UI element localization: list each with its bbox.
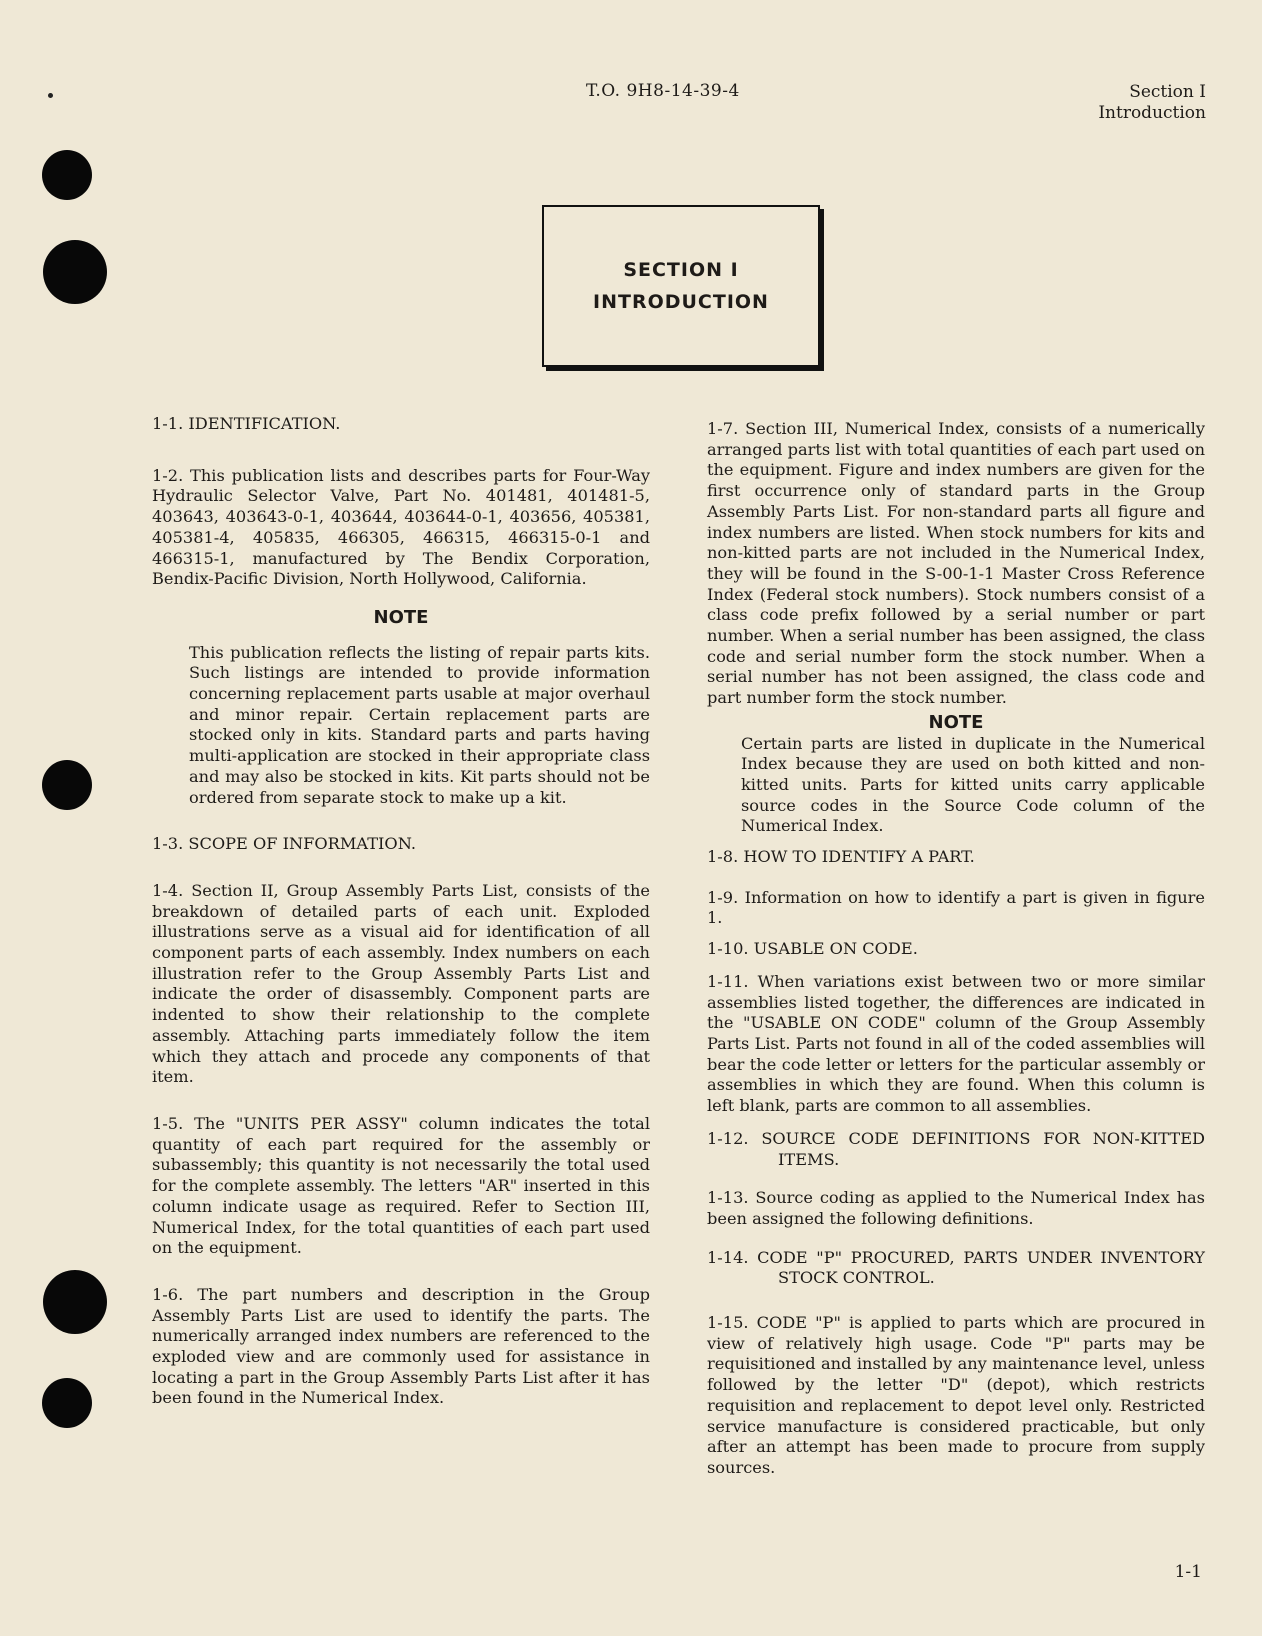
para-1-10: 1-10. USABLE ON CODE. (707, 939, 918, 959)
binder-hole (43, 240, 107, 304)
para-1-2: 1-2. This publication lists and describes parts for Four-Way Hydraulic Selector Valve, Part No. 401481, 401481-5, 403643, 403643-0-1, 403644, 403644-0-1, 403656, 405381, 405381-4, 405835, 466305, 466315, 466315-0-1 and 466315-1, manufactured by The Bendix Corporation, Bendix-Pacific Division, North Hollywood, California. (152, 465, 650, 589)
binder-hole (42, 150, 92, 200)
binder-hole (42, 760, 92, 810)
para-1-5: 1-5. The "UNITS PER ASSY" column indicates the total quantity of each part required for the assembly or subassembly; this quantity is not necessarily the total used for the complete assembly. The letters "AR" inserted in this column indicate usage as required. Refer to Section III, Numerical Index, for the total quantities of each part used on the equipment. (152, 1113, 650, 1258)
note-text: This publication reflects the listing of repair parts kits. Such listings are intended to provide information concerning replacement parts usable at major overhaul and minor repair. Certain replacement parts are stocked only in kits. Standard parts and parts having multi-application are stocked in their appropriate class and may also be stocked in kits. Kit parts should not be ordered from separate stock to make up a kit. (189, 642, 650, 807)
para-1-9: 1-9. Information on how to identify a part is given in figure 1. (707, 887, 1205, 928)
para-1-3: 1-3. SCOPE OF INFORMATION. (152, 834, 416, 854)
para-1-8: 1-8. HOW TO IDENTIFY A PART. (707, 847, 975, 867)
para-1-14: 1-14. CODE "P" PROCURED, PARTS UNDER INVENTORY STOCK CONTROL. (707, 1247, 1205, 1288)
note-title-right: NOTE (928, 711, 984, 733)
page-number: 1-1 (1174, 1562, 1202, 1582)
para-1-6: 1-6. The part numbers and description in the Group Assembly Parts List are used to identify the parts. The numerically arranged index numbers are referenced to the exploded view and are commonly used for assistance in locating a part in the Group Assembly Parts List after it has been found in the Numerical Index. (152, 1284, 650, 1408)
binder-hole (43, 1270, 107, 1334)
left-column (152, 414, 650, 1409)
para-1-7: 1-7. Section III, Numerical Index, consists of a numerically arranged parts list with total quantities of each part used on the equipment. Figure and index numbers are given for the first occurrence only of standard parts in the Group Assembly Parts List. For non-standard parts all figure and index numbers are listed. When stock numbers for kits and non-kitted parts are not included in the Numerical Index, they will be found in the S-00-1-1 Master Cross Reference Index (Federal stock numbers). Stock numbers consist of a class code prefix followed by a serial number or part number. When a serial number has been assigned, the class code and serial number form the stock number. When a serial number has not been assigned, the class code and part number form the stock number. (707, 419, 1205, 708)
section-header (1098, 82, 1206, 124)
para-1-12: 1-12. SOURCE CODE DEFINITIONS FOR NON-KITTED ITEMS. (707, 1128, 1205, 1169)
title-line-1: SECTION I (623, 259, 739, 281)
right-column (707, 419, 1205, 1479)
note-title: NOTE (373, 606, 429, 628)
to-number: T.O. 9H8-14-39-4 (586, 81, 740, 101)
binder-hole (42, 1378, 92, 1428)
para-1-15: 1-15. CODE "P" is applied to parts which are procured in view of relatively high usage. Code "P" parts may be requisitioned and installed by any maintenance level, unless followed by the letter "D" (depot), which restricts requisition and replacement to depot level only. Restricted service manufacture is considered practicable, but only after an attempt has been made to procure from supply sources. (707, 1313, 1205, 1477)
para-1-4: 1-4. Section II, Group Assembly Parts List, consists of the breakdown of detailed parts of each unit. Exploded illustrations serve as a visual aid for identification of all component parts of each assembly. Index numbers on each illustration refer to the Group Assembly Parts List and indicate the order of disassembly. Component parts are indented to show their relationship to the complete assembly. Attaching parts immediately follow the item which they attach and procede any components of that item. (152, 880, 650, 1087)
section-label: Section I (1129, 82, 1206, 102)
section-title-box (542, 205, 820, 367)
scan-speck (48, 93, 53, 98)
para-1-13: 1-13. Source coding as applied to the Numerical Index has been assigned the following definitions. (707, 1188, 1205, 1228)
note-text-right: Certain parts are listed in duplicate in the Numerical Index because they are used on both kitted and non-kitted units. Parts for kitted units carry applicable source codes in the Source Code column of the Numerical Index. (741, 733, 1205, 836)
para-1-1: 1-1. IDENTIFICATION. (152, 414, 341, 433)
section-title: Introduction (1098, 103, 1206, 123)
title-line-2: INTRODUCTION (593, 291, 769, 313)
para-1-11: 1-11. When variations exist between two or more similar assemblies listed together, the differences are indicated in the "USABLE ON CODE" column of the Group Assembly Parts List. Parts not found in all of the coded assemblies will bear the code letter or letters for the particular assembly or assemblies in which they are found. When this column is left blank, parts are common to all assemblies. (707, 971, 1205, 1116)
